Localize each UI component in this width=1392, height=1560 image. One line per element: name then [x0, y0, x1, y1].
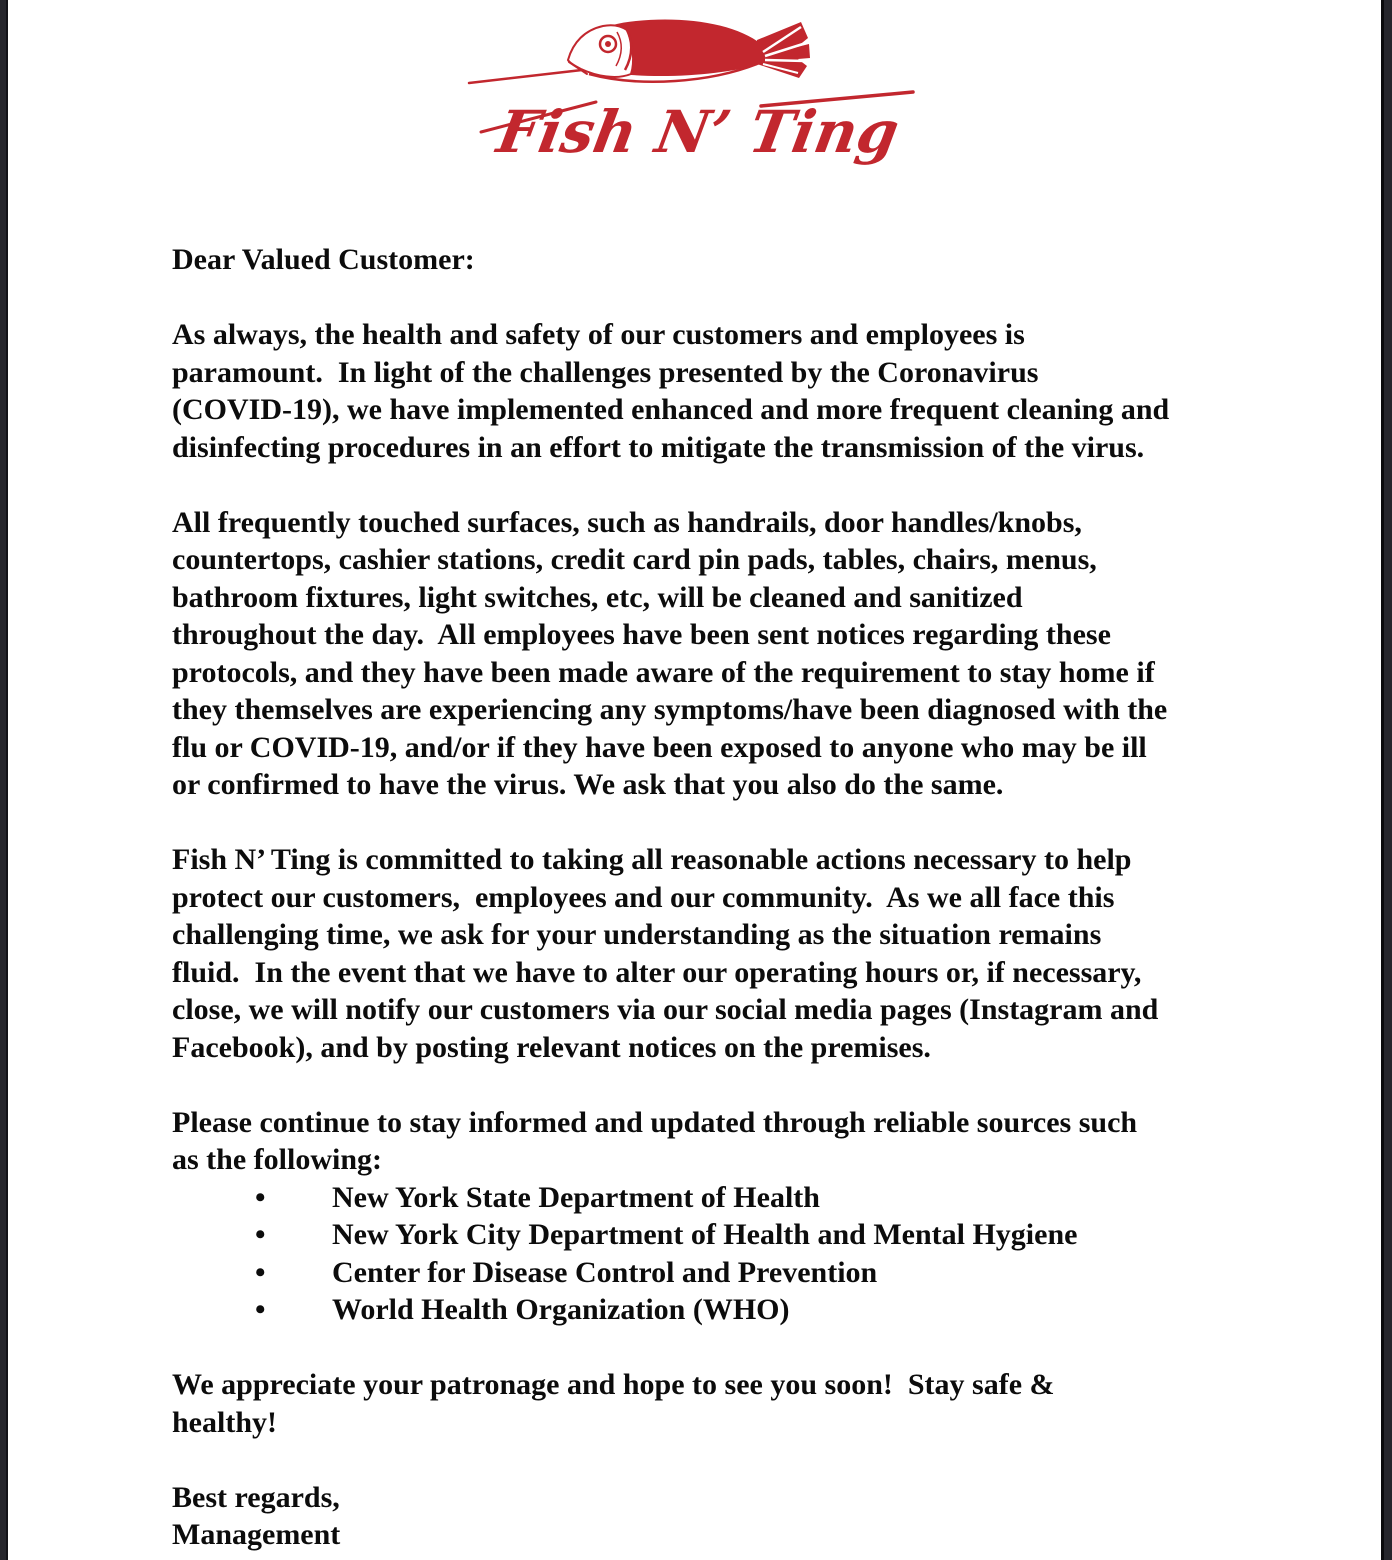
paragraph-5 — [172, 1366, 1392, 1441]
paragraph-line: (COVID-19), we have implemented enhanced and more frequent cleaning and — [172, 393, 1170, 426]
paragraph-line: fluid. In the event that we have to alter our operating hours or, if necessary, — [172, 955, 1142, 989]
list-item — [172, 1179, 1392, 1217]
list-item-label: World Health Organization (WHO) — [332, 1293, 790, 1326]
paragraph-line: Please continue to stay informed and updated through reliable sources such — [172, 1105, 1138, 1139]
paragraph-line: Fish N’ Ting is committed to taking all reasonable actions necessary to help — [172, 843, 1132, 876]
paragraph-line: throughout the day. All employees have been sent notices regarding these — [172, 618, 1111, 651]
paragraph-1 — [172, 316, 1392, 466]
bullet-icon: • — [255, 1293, 266, 1326]
paragraph-2 — [172, 504, 1392, 804]
bullet-icon: • — [255, 1218, 266, 1251]
paragraph-line: flu or COVID-19, and/or if they have been exposed to anyone who may be ill — [172, 730, 1147, 764]
brand-logo — [461, 14, 931, 176]
paragraph-line: close, we will notify our customers via our social media pages (Instagram and — [172, 993, 1159, 1026]
list-item — [172, 1254, 1392, 1292]
paragraph-line: disinfecting procedures in an effort to mitigate the transmission of the virus. — [172, 430, 1145, 464]
list-item-label: Center for Disease Control and Prevention — [332, 1255, 878, 1289]
paragraph-3 — [172, 841, 1392, 1066]
salutation — [172, 241, 1392, 279]
paragraph-line: protocols, and they have been made aware of the requirement to stay home if — [172, 655, 1155, 689]
paragraph-line: We appreciate your patronage and hope to see you soon! Stay safe & — [172, 1368, 1055, 1401]
sources-list — [172, 1179, 1392, 1329]
paragraph-line: Facebook), and by posting relevant notices on the premises. — [172, 1030, 931, 1064]
paragraph-line: As always, the health and safety of our customers and employees is — [172, 318, 1025, 351]
paragraph-line: protect our customers, employees and our community. As we all face this — [172, 880, 1115, 914]
list-item — [172, 1216, 1392, 1254]
paragraph-line: bathroom fixtures, light switches, etc, will be cleaned and sanitized — [172, 580, 1023, 614]
paragraph-line: All frequently touched surfaces, such as handrails, door handles/knobs, — [172, 505, 1082, 539]
brand-wordmark: Fish N’ Ting — [492, 97, 905, 166]
paragraph-line: or confirmed to have the virus. We ask that you also do the same. — [172, 768, 1004, 801]
bullet-icon: • — [255, 1255, 266, 1289]
paragraph-4 — [172, 1104, 1392, 1179]
signature-valediction: Best regards, — [172, 1480, 340, 1514]
signature — [172, 1479, 1392, 1554]
list-item-label: New York City Department of Health and Mental Hygiene — [332, 1218, 1078, 1251]
salutation-line: Dear Valued Customer: — [172, 243, 475, 276]
paragraph-line: they themselves are experiencing any symptoms/have been diagnosed with the — [172, 693, 1168, 726]
letter-body — [172, 241, 1392, 1554]
paragraph-line: healthy! — [172, 1405, 277, 1439]
paragraph-line: paramount. In light of the challenges presented by the Coronavirus — [172, 355, 1039, 389]
paragraph-line: as the following: — [172, 1143, 382, 1176]
list-item-label: New York State Department of Health — [332, 1180, 820, 1214]
paragraph-line: countertops, cashier stations, credit card pin pads, tables, chairs, menus, — [172, 543, 1097, 576]
bullet-icon: • — [255, 1180, 266, 1214]
fish-logo-icon — [461, 14, 931, 176]
paragraph-line: challenging time, we ask for your understanding as the situation remains — [172, 918, 1102, 951]
list-item — [172, 1291, 1392, 1329]
signature-name: Management — [172, 1518, 341, 1551]
